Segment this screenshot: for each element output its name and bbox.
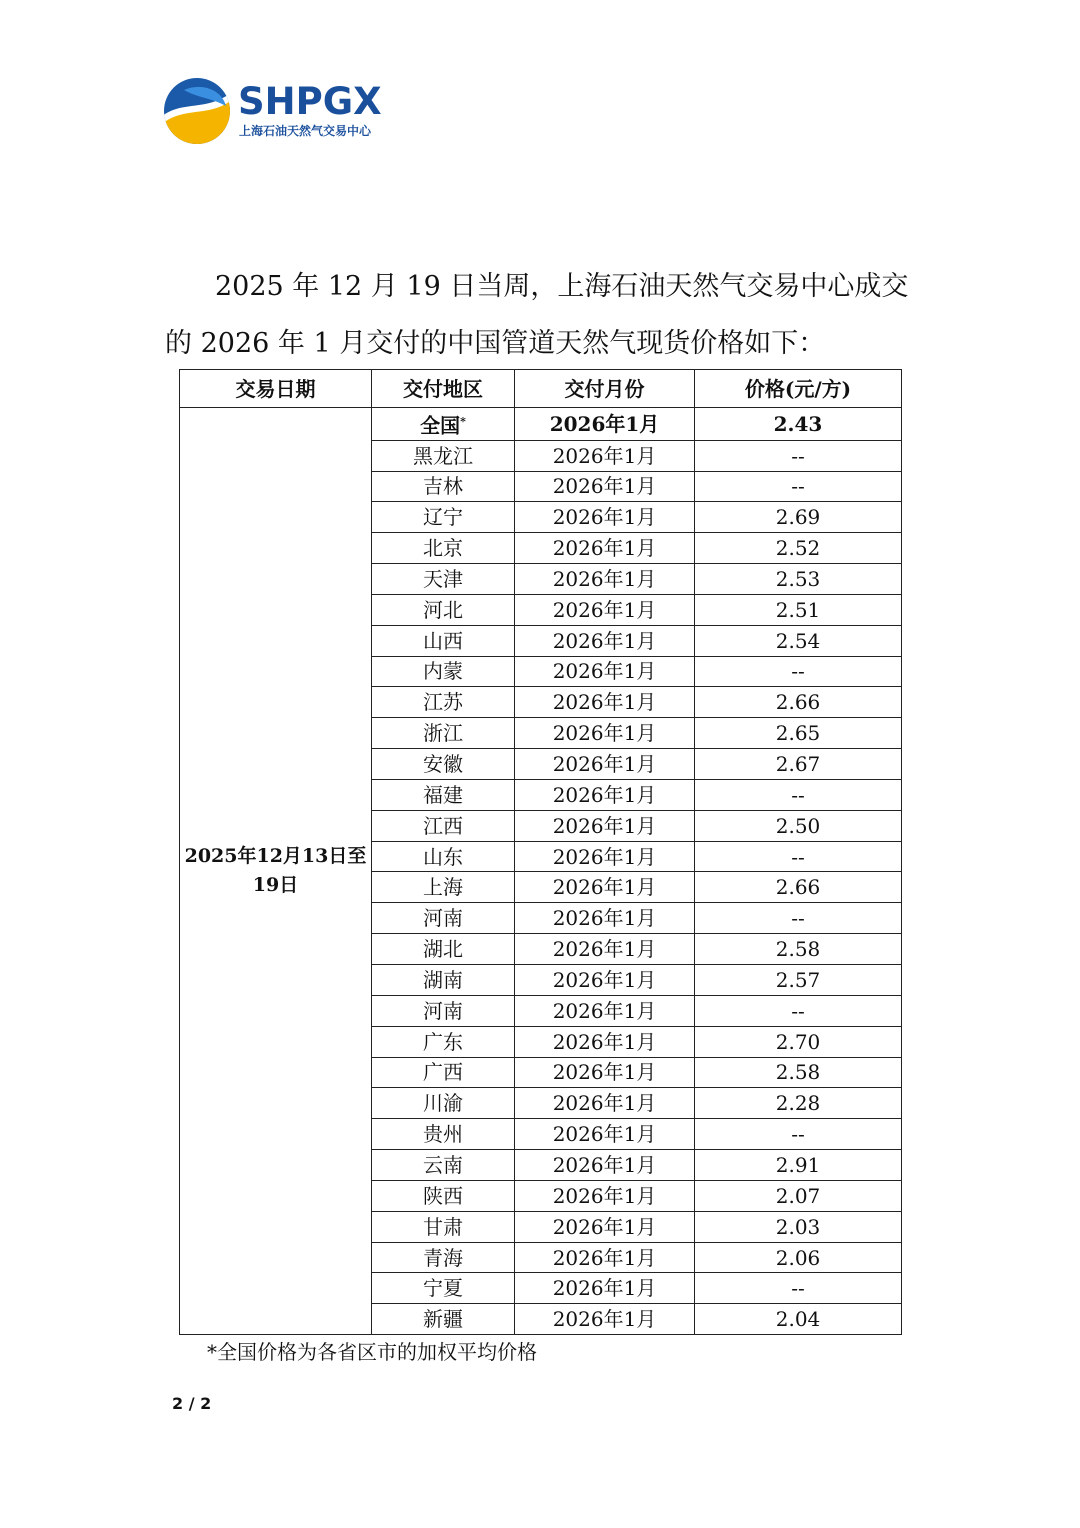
month-cell: 2026年1月 — [515, 594, 695, 625]
month-cell: 2026年1月 — [515, 779, 695, 810]
price-cell: -- — [695, 841, 902, 872]
price-cell: -- — [695, 1273, 902, 1304]
month-cell: 2026年1月 — [515, 440, 695, 471]
intro-line-1: 2025 年 12 月 19 日当周，上海石油天然气交易中心成交 — [215, 271, 909, 302]
trade-date-cell: 2025年12月13日至19日 — [180, 408, 372, 1335]
price-cell: 2.53 — [695, 564, 902, 595]
region-cell: 湖南 — [372, 965, 515, 996]
month-cell: 2026年1月 — [515, 656, 695, 687]
price-cell: -- — [695, 471, 902, 502]
price-cell: -- — [695, 995, 902, 1026]
price-cell: 2.58 — [695, 934, 902, 965]
price-cell: 2.52 — [695, 533, 902, 564]
month-cell: 2026年1月 — [515, 533, 695, 564]
month-cell: 2026年1月 — [515, 1150, 695, 1181]
month-cell: 2026年1月 — [515, 1180, 695, 1211]
month-cell: 2026年1月 — [515, 934, 695, 965]
month-cell: 2026年1月 — [515, 1273, 695, 1304]
region-cell: 河北 — [372, 594, 515, 625]
region-cell: 云南 — [372, 1150, 515, 1181]
month-cell: 2026年1月 — [515, 502, 695, 533]
month-cell: 2026年1月 — [515, 1304, 695, 1335]
price-cell: 2.66 — [695, 872, 902, 903]
month-cell: 2026年1月 — [515, 995, 695, 1026]
price-cell: 2.50 — [695, 810, 902, 841]
price-cell: 2.07 — [695, 1180, 902, 1211]
price-cell: -- — [695, 903, 902, 934]
month-cell: 2026年1月 — [515, 749, 695, 780]
region-cell: 山东 — [372, 841, 515, 872]
price-cell: 2.57 — [695, 965, 902, 996]
price-cell: 2.65 — [695, 718, 902, 749]
table-row-national — [180, 408, 902, 441]
region-cell: 湖北 — [372, 934, 515, 965]
region-cell: 川渝 — [372, 1088, 515, 1119]
month-cell: 2026年1月 — [515, 687, 695, 718]
price-cell: 2.04 — [695, 1304, 902, 1335]
month-cell: 2026年1月 — [515, 1088, 695, 1119]
price-cell: 2.06 — [695, 1242, 902, 1273]
month-cell: 2026年1月 — [515, 1119, 695, 1150]
price-cell: -- — [695, 779, 902, 810]
month-cell: 2026年1月 — [515, 1057, 695, 1088]
region-cell: 辽宁 — [372, 502, 515, 533]
price-cell: -- — [695, 656, 902, 687]
region-cell: 安徽 — [372, 749, 515, 780]
month-cell: 2026年1月 — [515, 1242, 695, 1273]
month-cell: 2026年1月 — [515, 903, 695, 934]
footnote: *全国价格为各省区市的加权平均价格 — [207, 1340, 537, 1364]
region-cell: 陕西 — [372, 1180, 515, 1211]
price-cell: 2.28 — [695, 1088, 902, 1119]
region-cell: 河南 — [372, 903, 515, 934]
header-region: 交付地区 — [372, 370, 515, 408]
header-price: 价格(元/方) — [695, 370, 902, 408]
brand-name: SHPGX — [238, 80, 382, 123]
price-cell: 2.67 — [695, 749, 902, 780]
price-table — [179, 369, 902, 1335]
month-cell: 2026年1月 — [515, 841, 695, 872]
region-cell: 江苏 — [372, 687, 515, 718]
price-cell: 2.69 — [695, 502, 902, 533]
region-cell: 福建 — [372, 779, 515, 810]
region-cell: 甘肃 — [372, 1211, 515, 1242]
region-cell: 浙江 — [372, 718, 515, 749]
region-cell: 新疆 — [372, 1304, 515, 1335]
month-cell: 2026年1月 — [515, 718, 695, 749]
month-cell: 2026年1月 — [515, 1026, 695, 1057]
region-cell: 山西 — [372, 625, 515, 656]
logo — [162, 76, 382, 148]
price-cell: -- — [695, 1119, 902, 1150]
header-trade-date: 交易日期 — [180, 370, 372, 408]
region-cell: 广西 — [372, 1057, 515, 1088]
price-cell: 2.03 — [695, 1211, 902, 1242]
region-cell: 上海 — [372, 872, 515, 903]
region-cell: 广东 — [372, 1026, 515, 1057]
region-cell: 宁夏 — [372, 1273, 515, 1304]
price-cell: 2.54 — [695, 625, 902, 656]
header-month: 交付月份 — [515, 370, 695, 408]
region-cell: 江西 — [372, 810, 515, 841]
region-cell: 全国* — [372, 408, 515, 441]
region-cell: 贵州 — [372, 1119, 515, 1150]
month-cell: 2026年1月 — [515, 564, 695, 595]
region-cell: 黑龙江 — [372, 440, 515, 471]
region-cell: 河南 — [372, 995, 515, 1026]
region-cell: 内蒙 — [372, 656, 515, 687]
region-cell: 天津 — [372, 564, 515, 595]
price-cell: 2.58 — [695, 1057, 902, 1088]
month-cell: 2026年1月 — [515, 810, 695, 841]
region-cell: 吉林 — [372, 471, 515, 502]
month-cell: 2026年1月 — [515, 471, 695, 502]
region-cell: 青海 — [372, 1242, 515, 1273]
month-cell: 2026年1月 — [515, 408, 695, 441]
price-cell: 2.70 — [695, 1026, 902, 1057]
footnote-marker: * — [460, 415, 466, 428]
month-cell: 2026年1月 — [515, 1211, 695, 1242]
price-cell: 2.66 — [695, 687, 902, 718]
intro-paragraph — [165, 258, 925, 372]
price-cell: 2.43 — [695, 408, 902, 441]
page-number: 2 / 2 — [172, 1394, 212, 1413]
shpgx-logo-icon — [162, 76, 232, 146]
price-cell: 2.51 — [695, 594, 902, 625]
price-cell: -- — [695, 440, 902, 471]
month-cell: 2026年1月 — [515, 965, 695, 996]
month-cell: 2026年1月 — [515, 625, 695, 656]
table-header-row — [180, 370, 902, 408]
region-cell: 北京 — [372, 533, 515, 564]
price-cell: 2.91 — [695, 1150, 902, 1181]
month-cell: 2026年1月 — [515, 872, 695, 903]
intro-line-2: 的 2026 年 1 月交付的中国管道天然气现货价格如下： — [165, 328, 826, 359]
brand-subtitle: 上海石油天然气交易中心 — [239, 124, 372, 138]
